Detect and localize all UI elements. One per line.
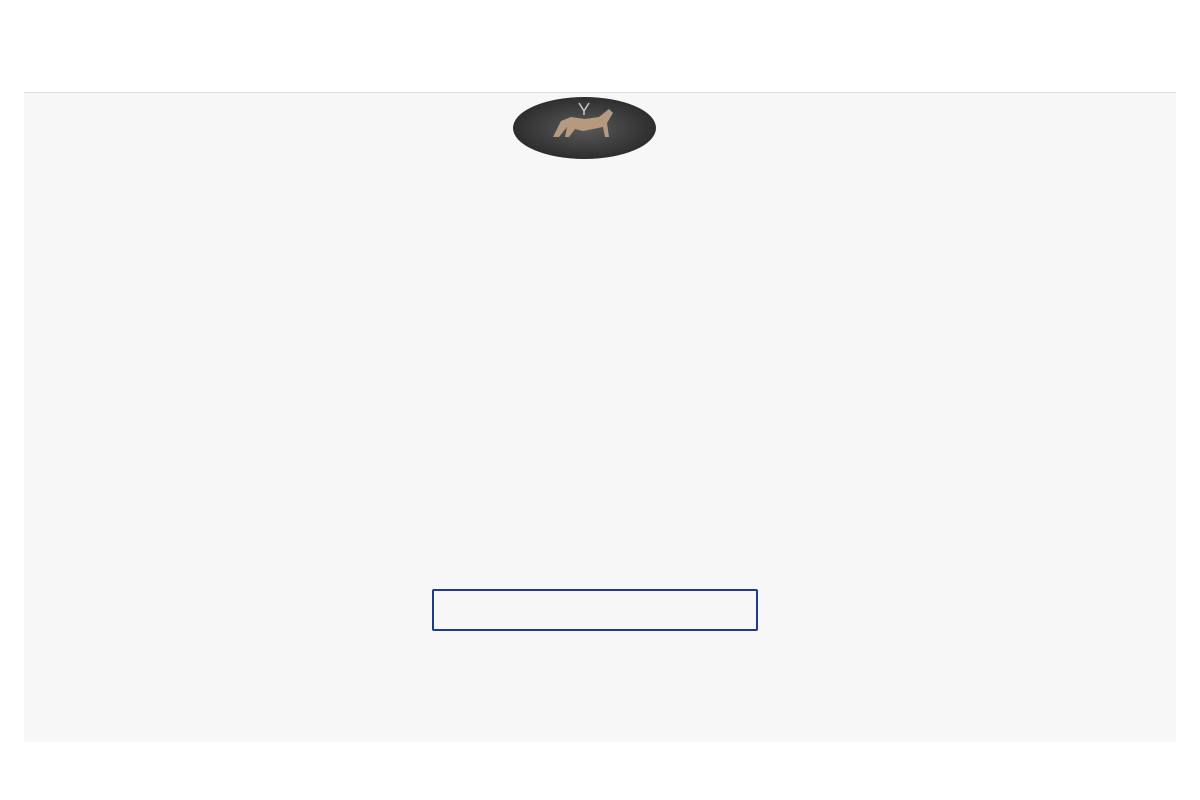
document-page <box>24 92 1176 742</box>
certified-copy-stamp <box>432 589 758 631</box>
club-logo <box>513 97 656 159</box>
horse-emblem-icon <box>513 97 656 159</box>
